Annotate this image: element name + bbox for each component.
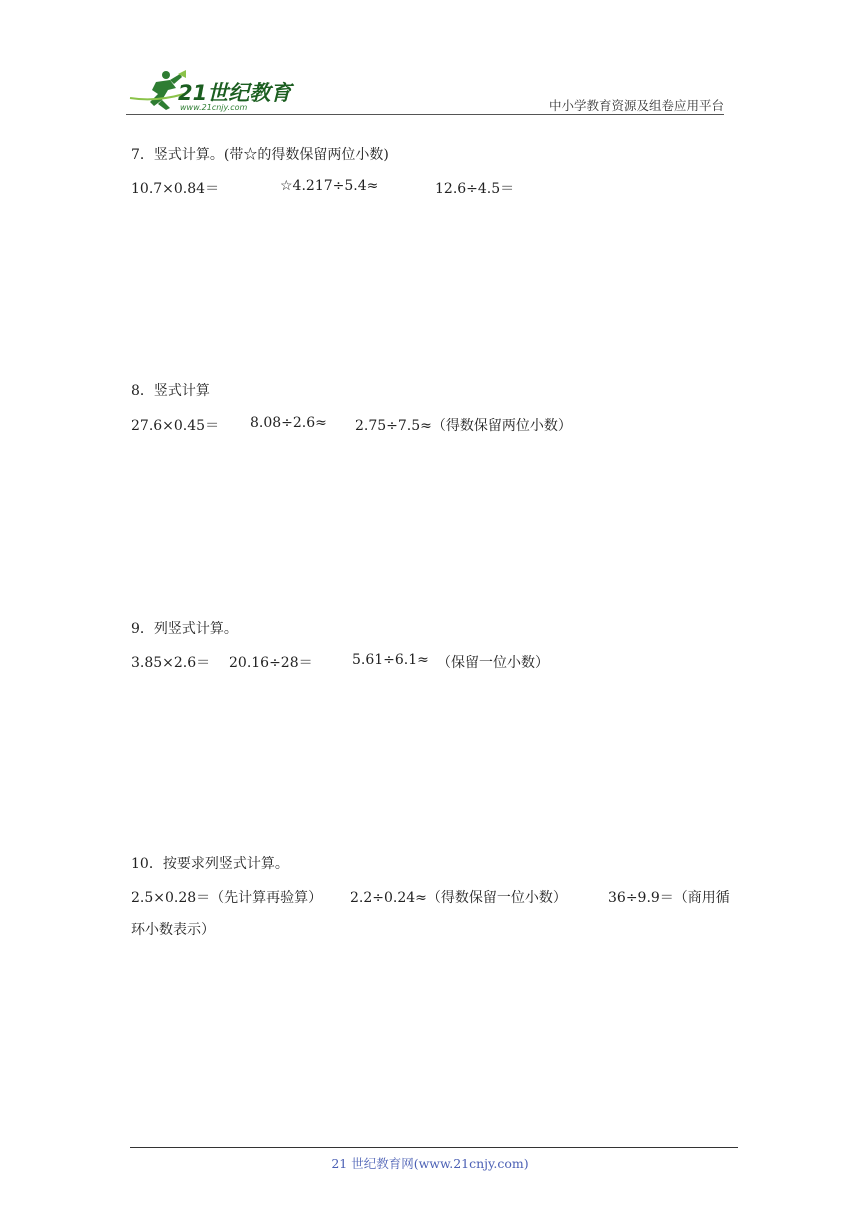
- question-8-title: 8．竖式计算: [131, 383, 210, 399]
- question-9-item-2: 20.16÷28＝: [229, 655, 313, 671]
- footer-text: 21 世纪教育网(www.21cnjy.com): [331, 1156, 529, 1171]
- question-10-item-3: 36÷9.9＝（商用循: [608, 890, 730, 906]
- question-8-item-1: 27.6×0.45＝: [131, 418, 220, 434]
- question-9-note: （保留一位小数）: [437, 655, 549, 671]
- question-10-item-1: 2.5×0.28＝（先计算再验算）: [131, 890, 323, 906]
- question-7-item-1: 10.7×0.84＝: [131, 181, 220, 197]
- site-logo: [126, 68, 296, 112]
- question-10-title: 10．按要求列竖式计算。: [131, 856, 289, 872]
- question-10-item-3-continuation: 环小数表示）: [131, 922, 215, 938]
- question-7-item-2: ☆4.217÷5.4≈: [280, 178, 379, 194]
- platform-name: 中小学教育资源及组卷应用平台: [548, 98, 724, 113]
- header-divider: [126, 114, 724, 115]
- question-10-item-2: 2.2÷0.24≈（得数保留一位小数）: [350, 890, 567, 906]
- page-header: [126, 68, 724, 116]
- question-8-item-2: 8.08÷2.6≈: [250, 415, 327, 431]
- svg-text:www.21cnjy.com: www.21cnjy.com: [180, 103, 248, 112]
- question-9-item-1: 3.85×2.6＝: [131, 655, 211, 671]
- question-9-item-3: 5.61÷6.1≈: [352, 652, 429, 668]
- question-9-title: 9．列竖式计算。: [131, 621, 238, 637]
- question-7-item-3: 12.6÷4.5＝: [435, 181, 515, 197]
- question-8-item-3: 2.75÷7.5≈（得数保留两位小数）: [355, 418, 572, 434]
- question-7-title: 7．竖式计算。(带☆的得数保留两位小数): [131, 147, 389, 163]
- svg-text:21世纪教育: 21世纪教育: [178, 81, 292, 105]
- footer-divider: [130, 1147, 738, 1148]
